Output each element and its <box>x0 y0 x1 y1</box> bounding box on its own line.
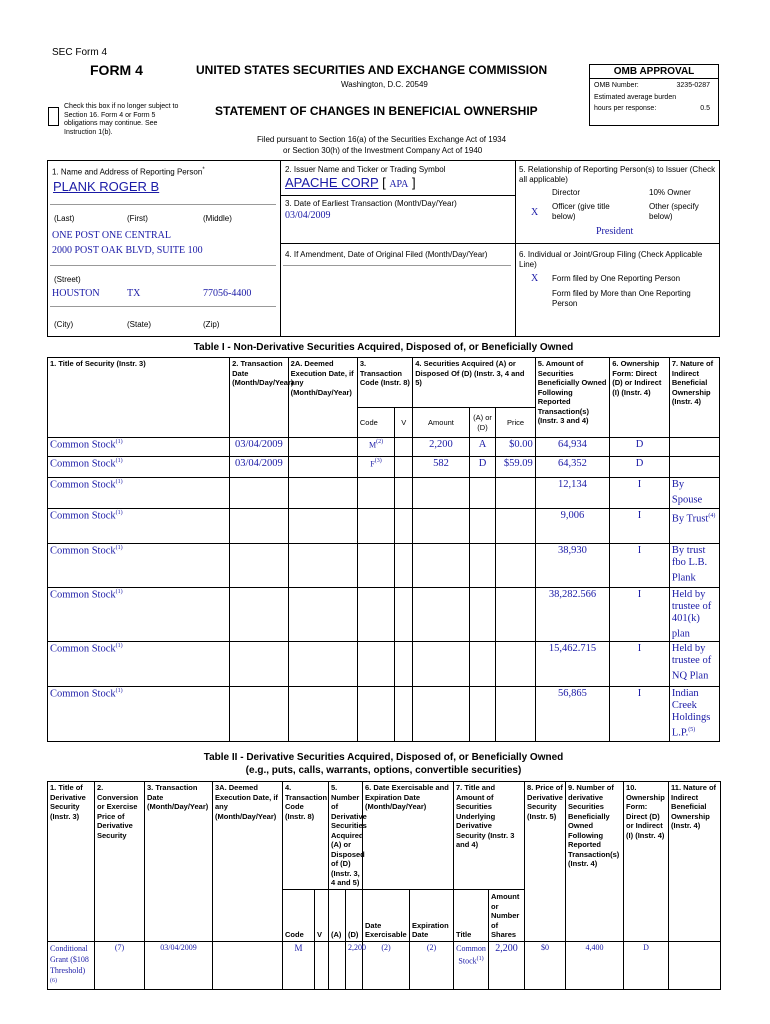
sec-form-label: SEC Form 4 <box>52 47 108 58</box>
t2-underlying-title-cell: Common Stock$^{(1)}$ <box>454 941 489 990</box>
t1-ad-cell <box>469 543 496 587</box>
table-row <box>48 478 720 509</box>
t1-sub-v: V <box>395 408 413 438</box>
t1-v-cell <box>395 587 413 642</box>
t2-col-number: 5. Number of Derivative Securities Acquired (A) or Disposed of (D) (Instr. 3, 4 and 5) <box>329 782 363 890</box>
t1-v-cell <box>395 457 413 478</box>
table-row <box>48 543 720 587</box>
t1-price-cell <box>496 543 535 587</box>
omb-approval-box <box>589 64 719 126</box>
t1-code-cell <box>357 587 394 642</box>
t1-nature-cell: By trust fbo L.B. Plank <box>669 543 719 587</box>
t1-ad-cell <box>469 478 496 509</box>
t1-deemed-cell <box>288 543 357 587</box>
t1-date-cell <box>230 543 289 587</box>
t1-form-cell: D <box>610 457 670 478</box>
last-label: (Last) <box>54 214 75 223</box>
t1-v-cell <box>395 687 413 742</box>
one-person-check-mark: X <box>531 273 539 284</box>
t2-sub-d: (D) <box>346 889 363 941</box>
t2-deriv-price-cell: $0 <box>525 941 566 990</box>
t2-d-cell: 2,200 <box>346 941 363 990</box>
divider <box>280 160 281 337</box>
t1-owned-cell: 38,282.566 <box>535 587 610 642</box>
t1-form-cell: I <box>610 543 670 587</box>
table2 <box>47 781 721 990</box>
city-value: HOUSTON <box>52 288 100 299</box>
officer-check-mark: X <box>531 207 539 218</box>
t1-amount-cell <box>413 687 469 742</box>
t1-nature-cell: Indian Creek Holdings L.P.$^{(5)}$ <box>669 687 719 742</box>
t2-price-cell: (7) <box>95 941 145 990</box>
t2-col-date: 3. Transaction Date (Month/Day/Year) <box>145 782 213 942</box>
t2-date-cell: 03/04/2009 <box>145 941 213 990</box>
commission-title: UNITED STATES SECURITIES AND EXCHANGE COMMISSION <box>196 63 548 77</box>
t2-sub-expiration: Expiration Date <box>410 889 454 941</box>
table-row <box>48 457 720 478</box>
t1-v-cell <box>395 438 413 457</box>
t2-col-nature: 11. Nature of Indirect Beneficial Ownership (Instr. 4) <box>669 782 721 942</box>
relationship-ten-percent-owner: 10% Owner <box>649 188 691 197</box>
state-value: TX <box>127 288 141 299</box>
t1-v-cell <box>395 543 413 587</box>
t2-exercisable-cell: (2) <box>363 941 410 990</box>
t1-amount-cell <box>413 642 469 687</box>
t2-row <box>48 941 721 990</box>
t2-expiration-cell: (2) <box>410 941 454 990</box>
t1-ad-cell <box>469 687 496 742</box>
t2-title-cell: Conditional Grant ($108 Threshold)$^{(6)}$ <box>48 941 95 990</box>
t2-col-exercisable: 6. Date Exercisable and Expiration Date (Month/Day/Year) <box>363 782 454 890</box>
t1-nature-cell <box>669 457 719 478</box>
t1-owned-cell: 64,934 <box>535 438 610 457</box>
box2-label: 2. Issuer Name and Ticker or Trading Symbol <box>285 165 446 174</box>
divider <box>515 160 516 337</box>
checkbox-text: Check this box if no longer subject to Section 16. Form 4 or Form 5 obligations may continue. See Instruction 1(b). <box>64 103 179 136</box>
divider <box>280 243 720 244</box>
t1-col-code: 3. Transaction Code (Instr. 8) <box>357 358 412 408</box>
t1-deemed-cell <box>288 478 357 509</box>
t1-nature-cell: Held by trustee of 401(k) plan <box>669 587 719 642</box>
t2-v-cell <box>315 941 329 990</box>
t1-date-cell <box>230 478 289 509</box>
t1-code-cell: $F^{(3)}$ <box>357 457 394 478</box>
t1-col-deemed: 2A. Deemed Execution Date, if any (Month/Day/Year) <box>288 358 357 438</box>
t1-amount-cell: 2,200 <box>413 438 469 457</box>
t1-sub-ad: (A) or (D) <box>469 408 496 438</box>
filing-multiple-persons: Form filed by More than One Reporting Person <box>552 289 691 308</box>
t1-col-nature: 7. Nature of Indirect Beneficial Ownership (Instr. 4) <box>669 358 719 438</box>
t1-code-cell: $M^{(2)}$ <box>357 438 394 457</box>
t1-title-cell: Common Stock$^{(1)}$ <box>48 687 230 742</box>
issuer-line: APACHE CORP [ APA ] <box>285 175 416 190</box>
table2-title-2: (e.g., puts, calls, warrants, options, convertible securities) <box>245 765 522 776</box>
t1-col-owned: 5. Amount of Securities Beneficially Owned Following Reported Transaction(s) (Instr. 3 and 4) <box>535 358 610 438</box>
t1-form-cell: I <box>610 587 670 642</box>
t1-date-cell: 03/04/2009 <box>230 438 289 457</box>
t1-col-acquired: 4. Securities Acquired (A) or Disposed Of (D) (Instr. 3, 4 and 5) <box>413 358 535 408</box>
t1-amount-cell: 582 <box>413 457 469 478</box>
earliest-transaction-date: 03/04/2009 <box>285 210 331 221</box>
t1-nature-cell <box>669 438 719 457</box>
t1-v-cell <box>395 642 413 687</box>
t1-owned-cell: 64,352 <box>535 457 610 478</box>
t2-form-cell: D <box>624 941 669 990</box>
t1-owned-cell: 12,134 <box>535 478 610 509</box>
t1-owned-cell: 9,006 <box>535 508 610 543</box>
table1 <box>47 357 720 742</box>
t1-ad-cell <box>469 508 496 543</box>
table-row <box>48 642 720 687</box>
t2-a-cell <box>329 941 346 990</box>
t2-col-deriv-price: 8. Price of Derivative Security (Instr. 5) <box>525 782 566 942</box>
t2-col-code: 4. Transaction Code (Instr. 8) <box>283 782 329 890</box>
t1-deemed-cell <box>288 587 357 642</box>
box1-label: 1. Name and Address of Reporting Person* <box>52 167 205 177</box>
box4-label: 4. If Amendment, Date of Original Filed (Month/Day/Year) <box>285 250 488 259</box>
t1-form-cell: I <box>610 478 670 509</box>
first-label: (First) <box>127 214 148 223</box>
t1-form-cell: I <box>610 642 670 687</box>
t1-date-cell: 03/04/2009 <box>230 457 289 478</box>
t1-price-cell: $59.09 <box>496 457 535 478</box>
t1-title-cell: Common Stock$^{(1)}$ <box>48 587 230 642</box>
t2-deemed-cell <box>213 941 283 990</box>
relationship-other: Other (specify below) <box>649 202 699 221</box>
t2-underlying-shares-cell: 2,200 <box>489 941 525 990</box>
t1-v-cell <box>395 508 413 543</box>
t2-sub-exercisable: Date Exercisable <box>363 889 410 941</box>
t1-title-cell: Common Stock$^{(1)}$ <box>48 543 230 587</box>
t2-col-price: 2. Conversion or Exercise Price of Derivative Security <box>95 782 145 942</box>
t1-price-cell <box>496 687 535 742</box>
table2-title-1: Table II - Derivative Securities Acquired, Disposed of, or Beneficially Owned <box>203 752 564 763</box>
table-row <box>48 508 720 543</box>
box6-label: 6. Individual or Joint/Group Filing (Check Applicable Line) <box>519 250 703 269</box>
omb-hours-label: hours per response: <box>594 105 657 112</box>
t1-price-cell <box>496 587 535 642</box>
t1-nature-cell: By Spouse <box>669 478 719 509</box>
no-longer-subject-checkbox[interactable] <box>48 107 59 126</box>
t1-nature-cell: Held by trustee of NQ Plan <box>669 642 719 687</box>
t2-col-title: 1. Title of Derivative Security (Instr. 3) <box>48 782 95 942</box>
t1-price-cell <box>496 478 535 509</box>
omb-title: OMB APPROVAL <box>590 65 718 79</box>
omb-burden-label: Estimated average burden <box>594 94 677 101</box>
t1-price-cell <box>496 508 535 543</box>
t1-col-date: 2. Transaction Date (Month/Day/Year) <box>230 358 289 438</box>
middle-label: (Middle) <box>203 214 232 223</box>
t1-form-cell: I <box>610 687 670 742</box>
street-line-2: 2000 POST OAK BLVD, SUITE 100 <box>52 245 203 256</box>
box3-label: 3. Date of Earliest Transaction (Month/Day/Year) <box>285 199 457 208</box>
t1-price-cell: $0.00 <box>496 438 535 457</box>
t1-ad-cell <box>469 587 496 642</box>
box5-label: 5. Relationship of Reporting Person(s) to Issuer (Check all applicable) <box>519 165 716 184</box>
t1-sub-code: Code <box>357 408 394 438</box>
filed-line-1: Filed pursuant to Section 16(a) of the Securities Exchange Act of 1934 <box>257 135 507 144</box>
t1-title-cell: Common Stock$^{(1)}$ <box>48 642 230 687</box>
t2-col-deemed: 3A. Deemed Execution Date, if any (Month/Day/Year) <box>213 782 283 942</box>
table1-title: Table I - Non-Derivative Securities Acquired, Disposed of, or Beneficially Owned <box>193 342 574 353</box>
t1-title-cell: Common Stock$^{(1)}$ <box>48 478 230 509</box>
t1-title-cell: Common Stock$^{(1)}$ <box>48 508 230 543</box>
t1-amount-cell <box>413 478 469 509</box>
t1-amount-cell <box>413 543 469 587</box>
table-row <box>48 438 720 457</box>
zip-value: 77056-4400 <box>203 288 252 299</box>
t1-date-cell <box>230 642 289 687</box>
omb-number-value: 3235-0287 <box>676 82 710 89</box>
t2-sub-a: (A) <box>329 889 346 941</box>
t1-deemed-cell <box>288 438 357 457</box>
commission-city: Washington, D.C. 20549 <box>341 80 428 89</box>
state-label: (State) <box>127 320 152 329</box>
t1-v-cell <box>395 478 413 509</box>
omb-hours-value: 0.5 <box>700 105 710 112</box>
t1-amount-cell <box>413 508 469 543</box>
t2-sub-shares: Amount or Number of Shares <box>489 889 525 941</box>
t1-owned-cell: 56,865 <box>535 687 610 742</box>
t1-code-cell <box>357 543 394 587</box>
zip-label: (Zip) <box>203 320 220 329</box>
t1-col-form: 6. Ownership Form: Direct (D) or Indirect (I) (Instr. 4) <box>610 358 670 438</box>
t1-ad-cell: A <box>469 438 496 457</box>
t1-owned-cell: 15,462.715 <box>535 642 610 687</box>
t1-code-cell <box>357 642 394 687</box>
issuer-name[interactable]: APACHE CORP <box>285 175 379 190</box>
t1-code-cell <box>357 687 394 742</box>
t1-title-cell: Common Stock$^{(1)}$ <box>48 457 230 478</box>
street-label: (Street) <box>54 275 81 284</box>
t1-title-cell: Common Stock$^{(1)}$ <box>48 438 230 457</box>
statement-title: STATEMENT OF CHANGES IN BENEFICIAL OWNERSHIP <box>215 104 538 118</box>
t2-sub-code: Code <box>283 889 315 941</box>
t2-sub-title: Title <box>454 889 489 941</box>
t1-form-cell: I <box>610 508 670 543</box>
t1-ad-cell <box>469 642 496 687</box>
t1-date-cell <box>230 587 289 642</box>
t2-col-owned: 9. Number of derivative Securities Beneficially Owned Following Reported Transaction(s) (Instr. 4) <box>566 782 624 942</box>
t1-owned-cell: 38,930 <box>535 543 610 587</box>
t2-sub-v: V <box>315 889 329 941</box>
t1-code-cell <box>357 508 394 543</box>
t2-nature-cell <box>669 941 721 990</box>
filing-one-person: Form filed by One Reporting Person <box>552 274 681 283</box>
filed-line-2: or Section 30(h) of the Investment Company Act of 1940 <box>283 146 483 155</box>
t1-date-cell <box>230 508 289 543</box>
t1-price-cell <box>496 642 535 687</box>
t2-col-underlying: 7. Title and Amount of Securities Underlying Derivative Security (Instr. 3 and 4) <box>454 782 525 890</box>
t1-deemed-cell <box>288 687 357 742</box>
relationship-director: Director <box>552 188 581 197</box>
t2-code-cell: M <box>283 941 315 990</box>
t2-col-form: 10. Ownership Form: Direct (D) or Indirect (I) (Instr. 4) <box>624 782 669 942</box>
table-row <box>48 587 720 642</box>
t1-deemed-cell <box>288 457 357 478</box>
issuer-ticker: APA <box>389 179 409 190</box>
t1-code-cell <box>357 478 394 509</box>
t1-deemed-cell <box>288 642 357 687</box>
t1-form-cell: D <box>610 438 670 457</box>
t1-deemed-cell <box>288 508 357 543</box>
form-title: FORM 4 <box>90 62 143 78</box>
officer-title: President <box>596 226 634 237</box>
table-row <box>48 687 720 742</box>
street-line-1: ONE POST ONE CENTRAL <box>52 230 171 241</box>
reporting-person-name[interactable]: PLANK ROGER B <box>53 179 160 194</box>
t1-col-title: 1. Title of Security (Instr. 3) <box>48 358 230 438</box>
t1-sub-price: Price <box>496 408 535 438</box>
t1-date-cell <box>230 687 289 742</box>
relationship-officer: Officer (give title below) <box>552 202 610 221</box>
t2-owned-cell: 4,400 <box>566 941 624 990</box>
omb-number-label: OMB Number: <box>594 82 639 89</box>
divider <box>280 195 515 196</box>
t1-nature-cell: By Trust$^{(4)}$ <box>669 508 719 543</box>
city-label: (City) <box>54 320 74 329</box>
t1-ad-cell: D <box>469 457 496 478</box>
t1-amount-cell <box>413 587 469 642</box>
t1-sub-amount: Amount <box>413 408 469 438</box>
